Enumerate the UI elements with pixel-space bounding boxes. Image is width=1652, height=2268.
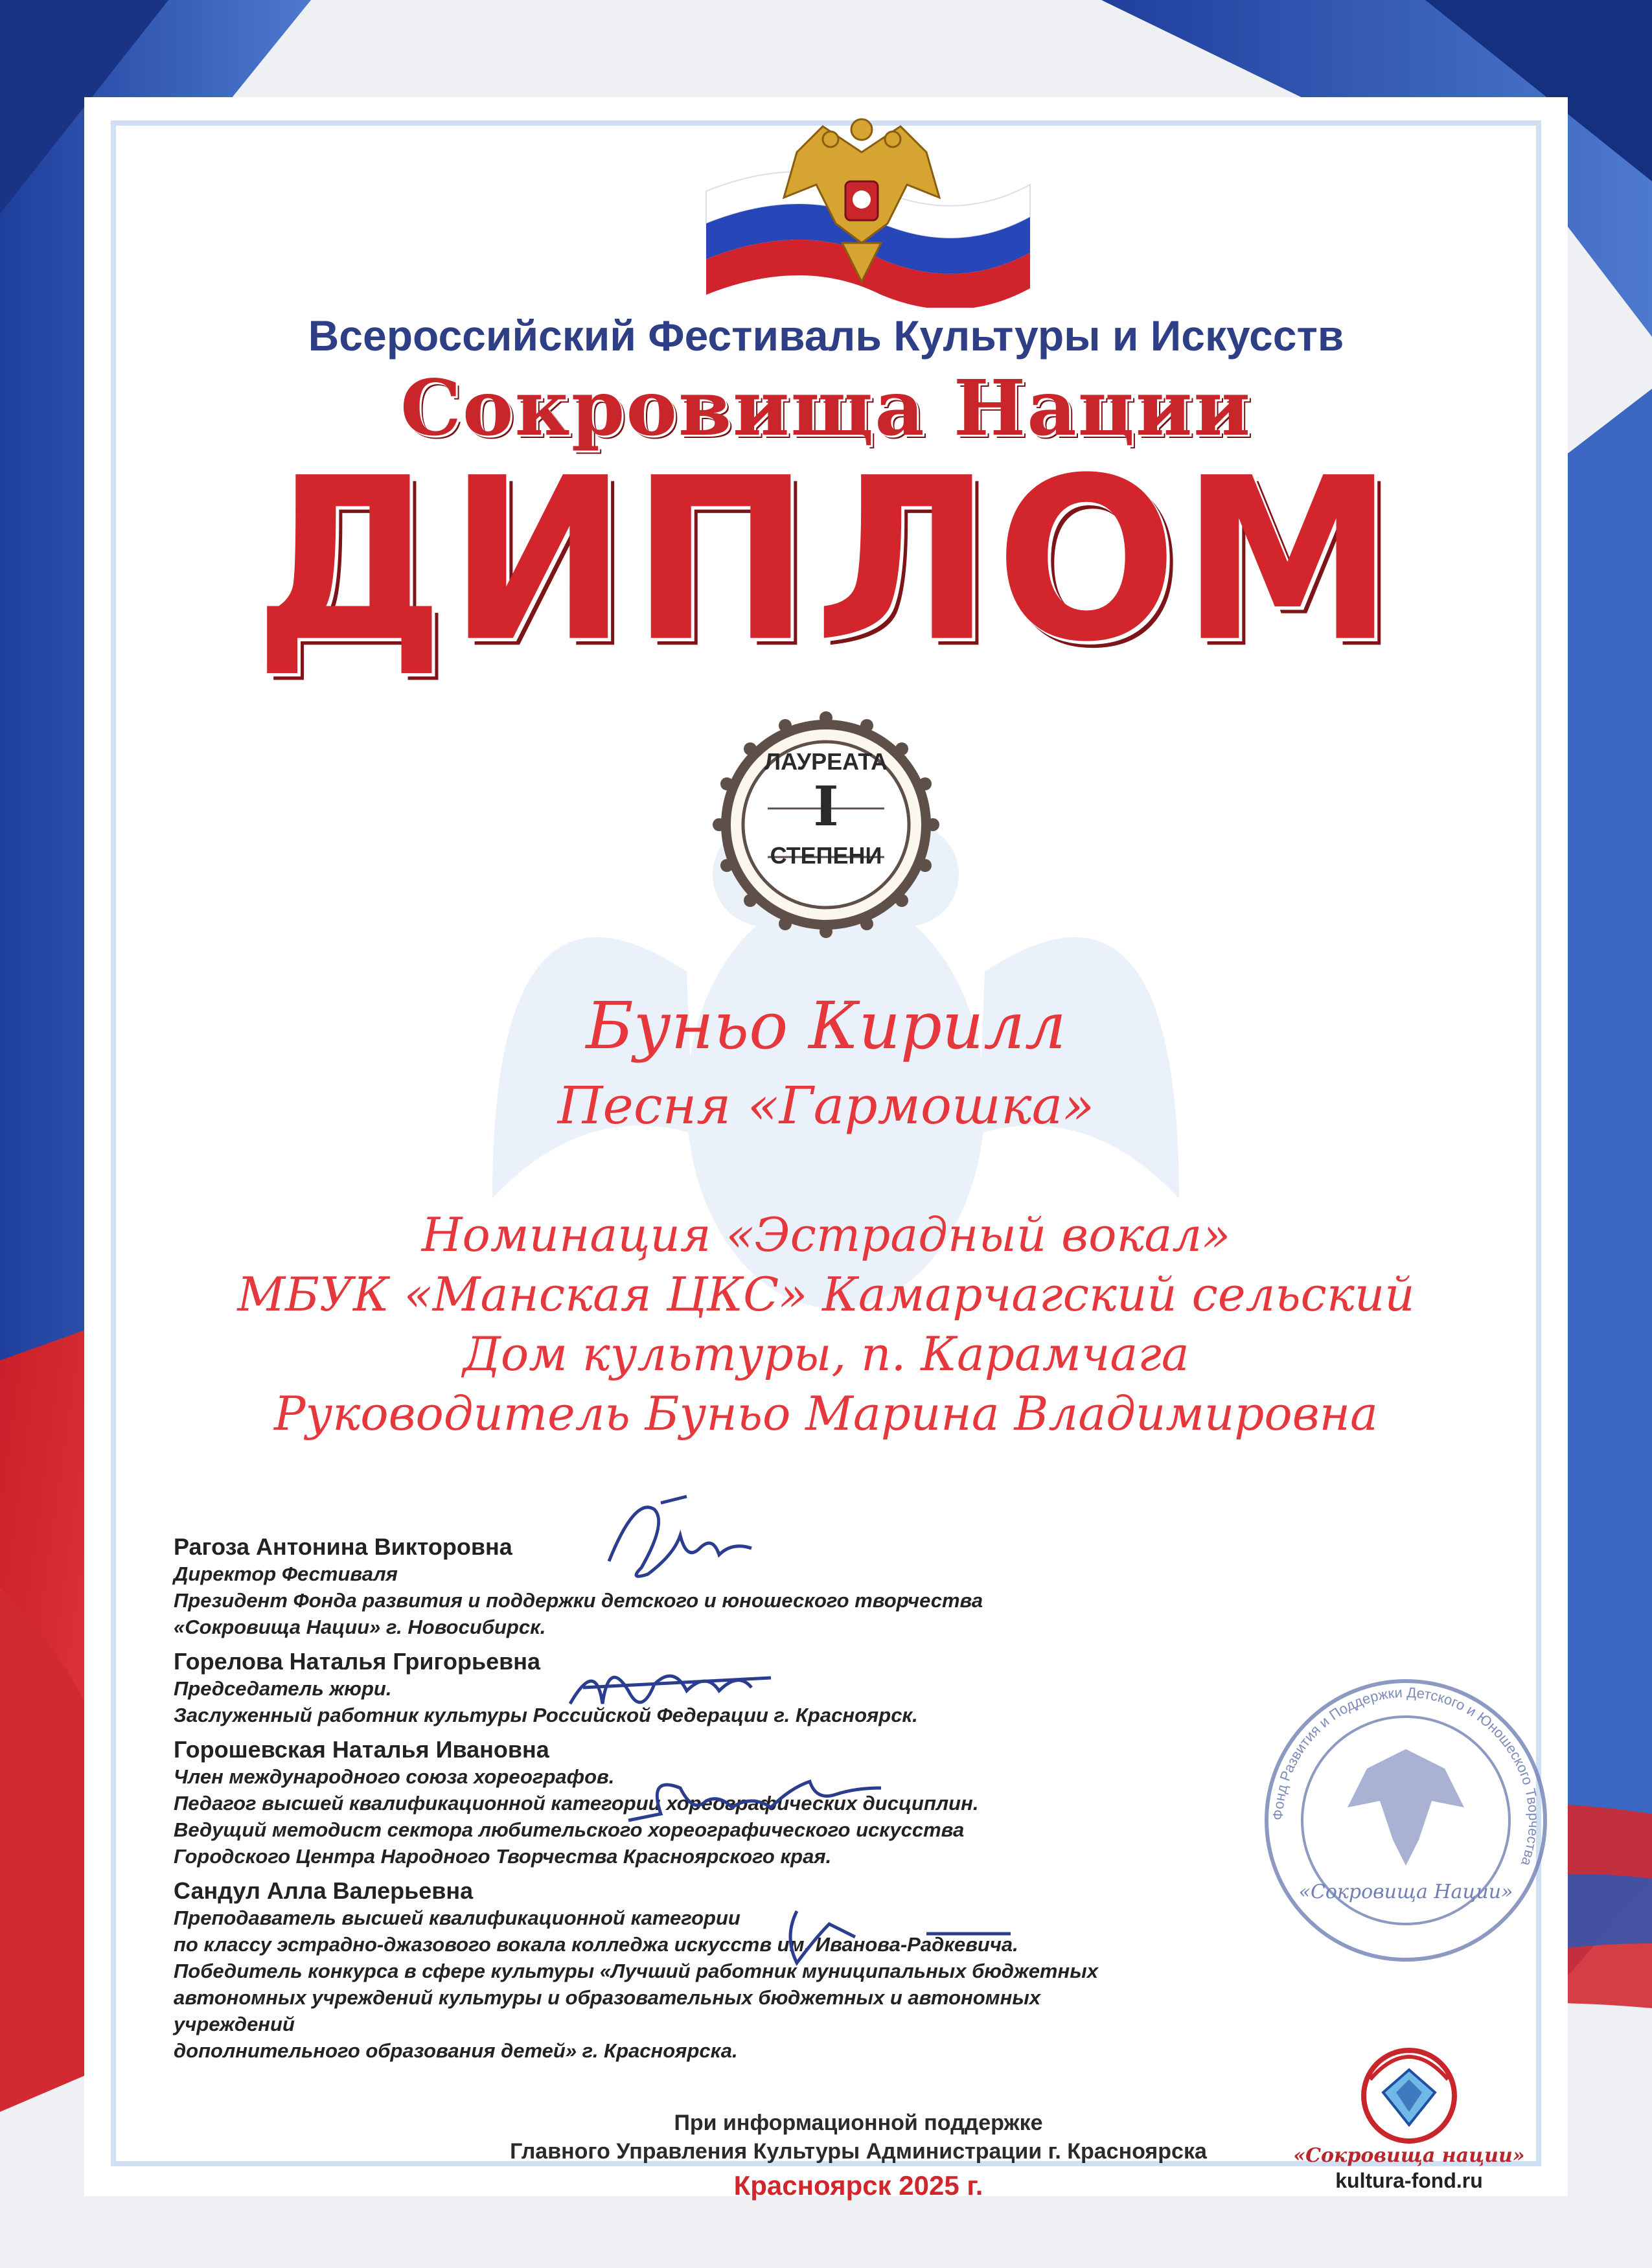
signer-role: Педагог высшей квалификационной категории хореографических дисциплин.	[174, 1792, 979, 1815]
official-seal-icon	[1257, 1671, 1555, 1969]
medal-degree: I	[813, 774, 839, 838]
signer-role: Городского Центра Народного Творчества Красноярского края.	[174, 1845, 832, 1868]
signature-2	[557, 1645, 790, 1730]
signer-name: Рагоза Антонина Викторовна	[174, 1533, 512, 1560]
signer-name: Горошевская Наталья Ивановна	[174, 1736, 549, 1763]
signature-3	[622, 1762, 894, 1833]
support-line-2: Главного Управления Культуры Администрации г. Красноярска	[510, 2139, 1207, 2164]
signer-role: Победитель конкурса в сфере культуры «Лучший работник муниципальных бюджетных	[174, 1960, 1098, 1982]
festival-name: Сокровища Нации	[400, 363, 1252, 453]
medal-top-label: ЛАУРЕАТА	[764, 748, 888, 775]
signer-role: Президент Фонда развития и поддержки детского и юношеского творчества	[174, 1589, 983, 1612]
supervisor-line: Руководитель Буньо Марина Владимировна	[274, 1386, 1378, 1441]
laureate-name: Буньо Кирилл	[586, 988, 1066, 1064]
location-line: Дом культуры, п. Карамчага	[463, 1327, 1189, 1381]
seal-center-text: «Сокровища Нации»	[1298, 1881, 1513, 1903]
signer-role: по классу эстрадно-джазового вокала колледжа искусств им. Иванова-Радкевича.	[174, 1933, 1018, 1956]
city-year: Красноярск 2025 г.	[733, 2170, 983, 2201]
signature-1	[583, 1483, 777, 1594]
signer-role: Председатель жюри.	[174, 1677, 392, 1700]
signer-name: Сандул Алла Валерьевна	[174, 1877, 474, 1904]
seal-ring-text: Фонд Развития и Поддержки Детского и Юношеского Творчества	[1269, 1684, 1543, 1868]
signer-role: «Сокровища Нации» г. Новосибирск.	[174, 1616, 546, 1638]
award-details	[0, 1205, 1652, 1443]
signer-role: Член международного союза хореографов.	[174, 1765, 615, 1788]
signature-4	[771, 1898, 1017, 1976]
signer-role: дополнительного образования детей» г. Красноярска.	[174, 2039, 738, 2062]
signer-role: Преподаватель высшей квалификационной категории	[174, 1907, 740, 1929]
song-title: Песня «Гармошка»	[557, 1075, 1095, 1136]
festival-subtitle: Всероссийский Фестиваль Культуры и Искусств	[308, 312, 1344, 360]
logo-name: «Сокровища нации»	[1293, 2144, 1525, 2167]
signer-name: Горелова Наталья Григорьевна	[174, 1648, 541, 1675]
support-line-1: При информационной поддержке	[674, 2111, 1043, 2135]
signer-role: автономных учреждений культуры и образовательных бюджетных и автономных учреждений	[174, 1986, 1041, 2035]
signer-role: Директор Фестиваля	[174, 1563, 398, 1585]
signer-role: Заслуженный работник культуры Российской Федерации г. Красноярск.	[174, 1704, 918, 1726]
medal-bottom-label: СТЕПЕНИ	[770, 842, 882, 869]
institution-line: МБУК «Манская ЦКС» Камарчагский сельский	[237, 1267, 1415, 1322]
foundation-logo-icon	[1309, 2041, 1509, 2144]
logo-url[interactable]: kultura-fond.ru	[1335, 2169, 1483, 2192]
signer-role: Ведущий методист сектора любительского хореографического искусства	[174, 1818, 965, 1841]
document-title: ДИПЛОМ	[254, 430, 1398, 691]
nomination-line: Номинация «Эстрадный вокал»	[421, 1208, 1231, 1262]
russian-coat-of-arms-icon	[687, 113, 1037, 308]
